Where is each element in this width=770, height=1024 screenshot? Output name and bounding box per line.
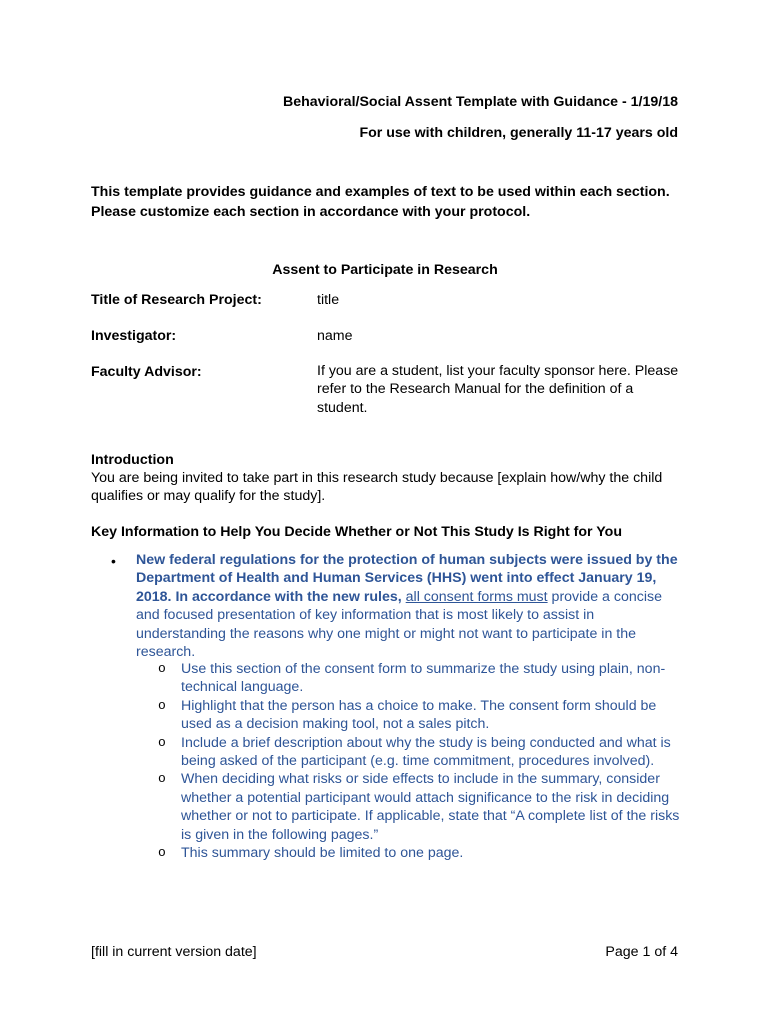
list-item — [158, 844, 688, 862]
introduction-text: You are being invited to take part in this research study because [explain how/why the child qualifies or may qualify for the study]. — [91, 470, 663, 505]
list-item — [158, 697, 688, 734]
subitem-text: This summary should be limited to one page. — [181, 845, 464, 862]
subitem-text: Use this section of the consent form to summarize the study using plain, non-technical language. — [181, 661, 666, 696]
investigator-label: Investigator: — [91, 328, 177, 344]
subitem-marker: o — [158, 845, 166, 861]
investigator-value: name — [317, 328, 353, 344]
bullet-marker: • — [111, 553, 116, 569]
key-information-guidance — [136, 551, 681, 661]
regulation-requirement-text: provide a concise and focused presentation of key information that is most likely to assist in understanding the reasons why one might or might not want to participate in the research. — [136, 588, 662, 661]
faculty-advisor-label: Faculty Advisor: — [91, 364, 202, 380]
subitem-text: Highlight that the person has a choice to make. The consent form should be used as a decision making tool, not a sales pitch. — [181, 697, 657, 733]
subitem-marker: o — [158, 734, 166, 750]
assent-title: Assent to Participate in Research — [272, 262, 498, 278]
consent-forms-must-text: all consent forms must — [405, 588, 548, 605]
list-item — [158, 734, 688, 771]
guidance-subitems — [158, 660, 688, 862]
list-item — [158, 660, 688, 697]
project-title-label: Title of Research Project: — [91, 292, 262, 308]
version-date-placeholder: [fill in current version date] — [91, 944, 257, 960]
subitem-text: When deciding what risks or side effects to include in the summary, consider whether a potential participant would attach significance to the risk in deciding whether or not to participate. If applicable, state that “A complete list of the risks is given in the following pages.” — [181, 771, 680, 843]
regulation-notice: New federal regulations for the protection of human subjects were issued by the Department of Health and Human Services (HHS) went into effect January 19, 2018. In accordance with the new rules — [136, 552, 678, 605]
project-title-value: title — [317, 292, 340, 308]
list-item — [158, 770, 688, 844]
age-range-note: For use with children, generally 11-17 years old — [359, 125, 678, 141]
template-title: Behavioral/Social Assent Template with Guidance - 1/19/18 — [282, 94, 678, 110]
subitem-marker: o — [158, 697, 166, 713]
introduction-heading: Introduction — [91, 452, 174, 468]
template-instructions: This template provides guidance and examples of text to be used within each section. Please customize each section in accordance with your protocol. — [91, 184, 670, 220]
subitem-marker: o — [158, 771, 166, 787]
regulation-notice-comma: , — [397, 588, 406, 605]
subitem-text: Include a brief description about why the study is being conducted and what is being asked of the participant (e.g. time commitment, procedures involved). — [181, 734, 671, 770]
faculty-advisor-value: If you are a student, list your faculty sponsor here. Please refer to the Research Manual for the definition of a student. — [317, 363, 679, 416]
page-number: Page 1 of 4 — [605, 944, 678, 960]
subitem-marker: o — [158, 661, 166, 676]
key-information-heading: Key Information to Help You Decide Whether or Not This Study Is Right for You — [91, 524, 623, 540]
